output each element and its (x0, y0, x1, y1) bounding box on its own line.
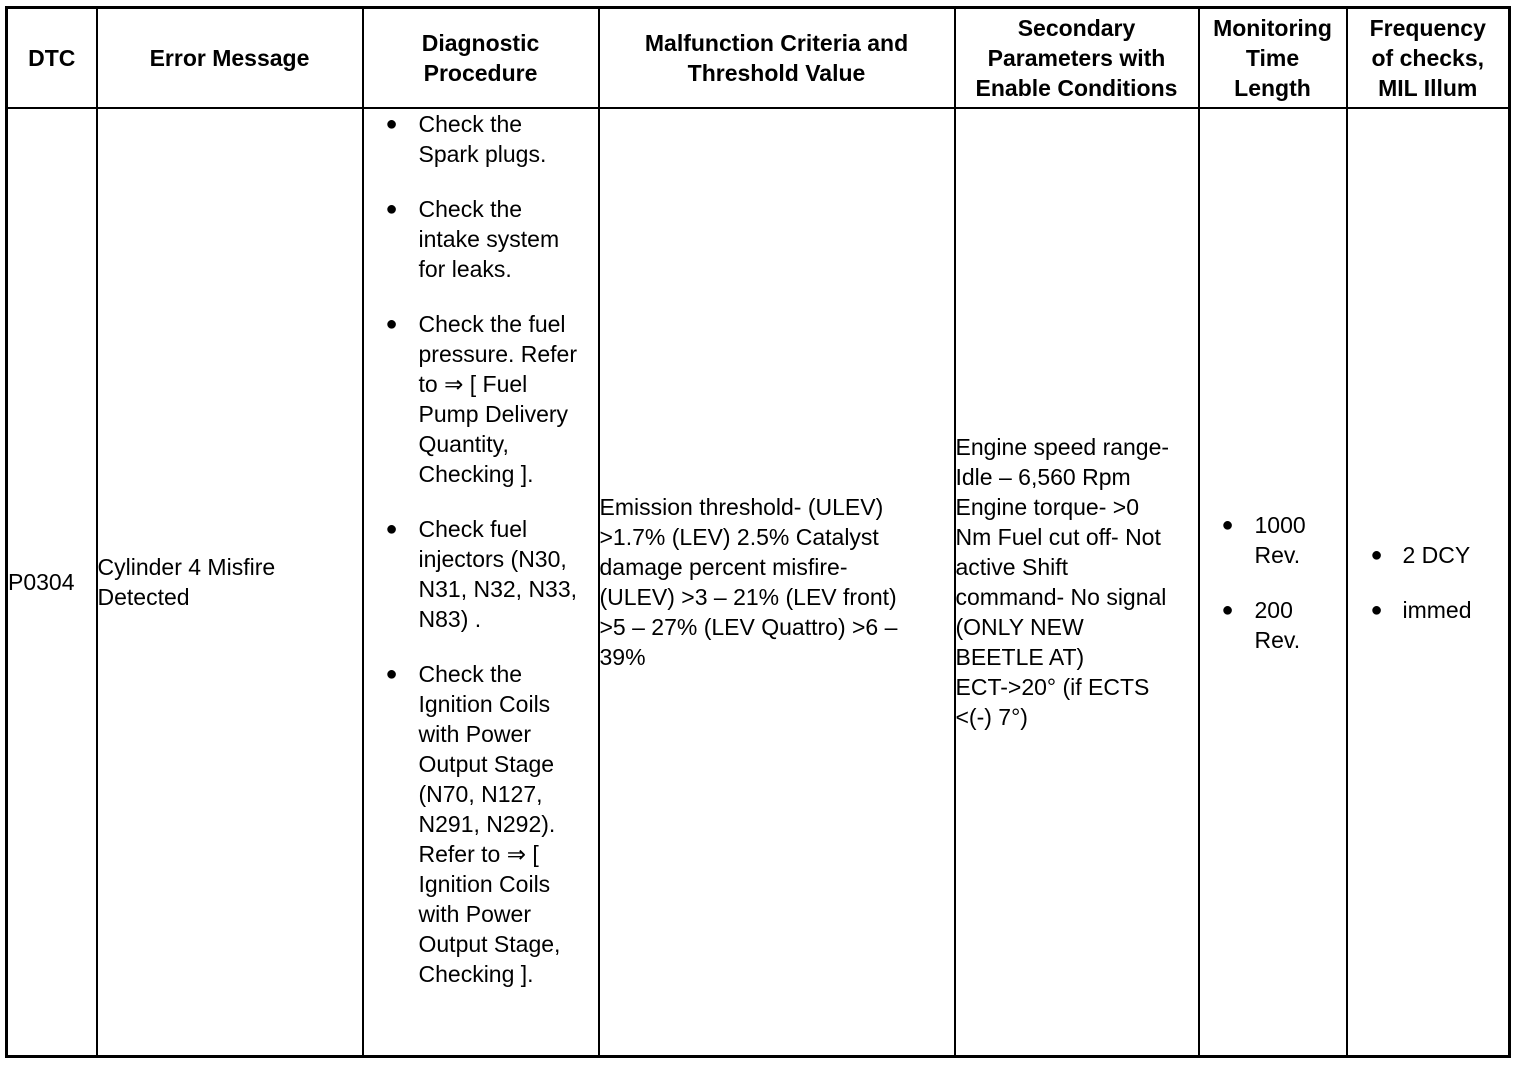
frequency-item: ● immed (1370, 596, 1472, 623)
procedure-step: ● Check the intake system for leaks. (385, 196, 560, 282)
dtc-code: P0304 (7, 108, 97, 1057)
procedure-step: ● Check the Spark plugs. (385, 111, 547, 167)
bullet-icon: ● (385, 313, 398, 335)
header-row (7, 8, 1510, 109)
header-malfunction-criteria: Malfunction Criteria and Threshold Value (599, 8, 955, 109)
frequency (1347, 108, 1510, 1057)
monitoring-list (1200, 510, 1346, 655)
bullet-icon: ● (1221, 598, 1234, 621)
header-monitoring-time: Monitoring Time Length (1199, 8, 1347, 109)
bullet-icon: ● (1221, 513, 1234, 536)
bullet-icon: ● (1370, 598, 1383, 621)
malfunction-criteria: Emission threshold- (ULEV) >1.7% (LEV) 2.5% Catalyst damage percent misfire- (ULEV) >3 – 21% (LEV front) >5 – 27% (LEV Quattro) >6 – 39% (599, 108, 955, 1057)
bullet-icon: ● (385, 198, 398, 220)
monitoring-item: ● 200 Rev. (1221, 596, 1301, 653)
bullet-icon: ● (1370, 543, 1383, 566)
monitoring-time (1199, 108, 1347, 1057)
monitoring-item: ● 1000 Rev. (1221, 511, 1306, 568)
diagnostic-procedure (363, 108, 599, 1057)
frequency-item: ● 2 DCY (1370, 541, 1471, 568)
bullet-icon: ● (385, 663, 398, 685)
error-message: Cylinder 4 Misfire Detected (97, 108, 363, 1057)
procedure-step: ● Check the Ignition Coils with Power Output Stage (N70, N127, N291, N292). Refer to ⇒ [ Ignition Coils with Power Output Stage, Checking ]. (385, 661, 561, 987)
procedure-list (364, 109, 598, 989)
procedure-step: ● Check the fuel pressure. Refer to ⇒ [ Fuel Pump Delivery Quantity, Checking ]. (385, 311, 578, 487)
dtc-table (5, 6, 1511, 1058)
header-diagnostic-procedure: Diagnostic Procedure (363, 8, 599, 109)
bullet-icon: ● (385, 113, 398, 135)
bullet-icon: ● (385, 518, 398, 540)
header-dtc: DTC (7, 8, 97, 109)
header-error-message: Error Message (97, 8, 363, 109)
frequency-list (1348, 540, 1509, 625)
procedure-step: ● Check fuel injectors (N30, N31, N32, N33, N83) . (385, 516, 578, 632)
header-frequency: Frequency of checks, MIL Illum (1347, 8, 1510, 109)
header-secondary-parameters: Secondary Parameters with Enable Conditions (955, 8, 1199, 109)
secondary-parameters: Engine speed range- Idle – 6,560 Rpm Engine torque- >0 Nm Fuel cut off- Not active Shift command- No signal (ONLY NEW BEETLE AT) ECT->20° (if ECTS <(-) 7°) (955, 108, 1199, 1057)
table-row (7, 108, 1510, 1057)
